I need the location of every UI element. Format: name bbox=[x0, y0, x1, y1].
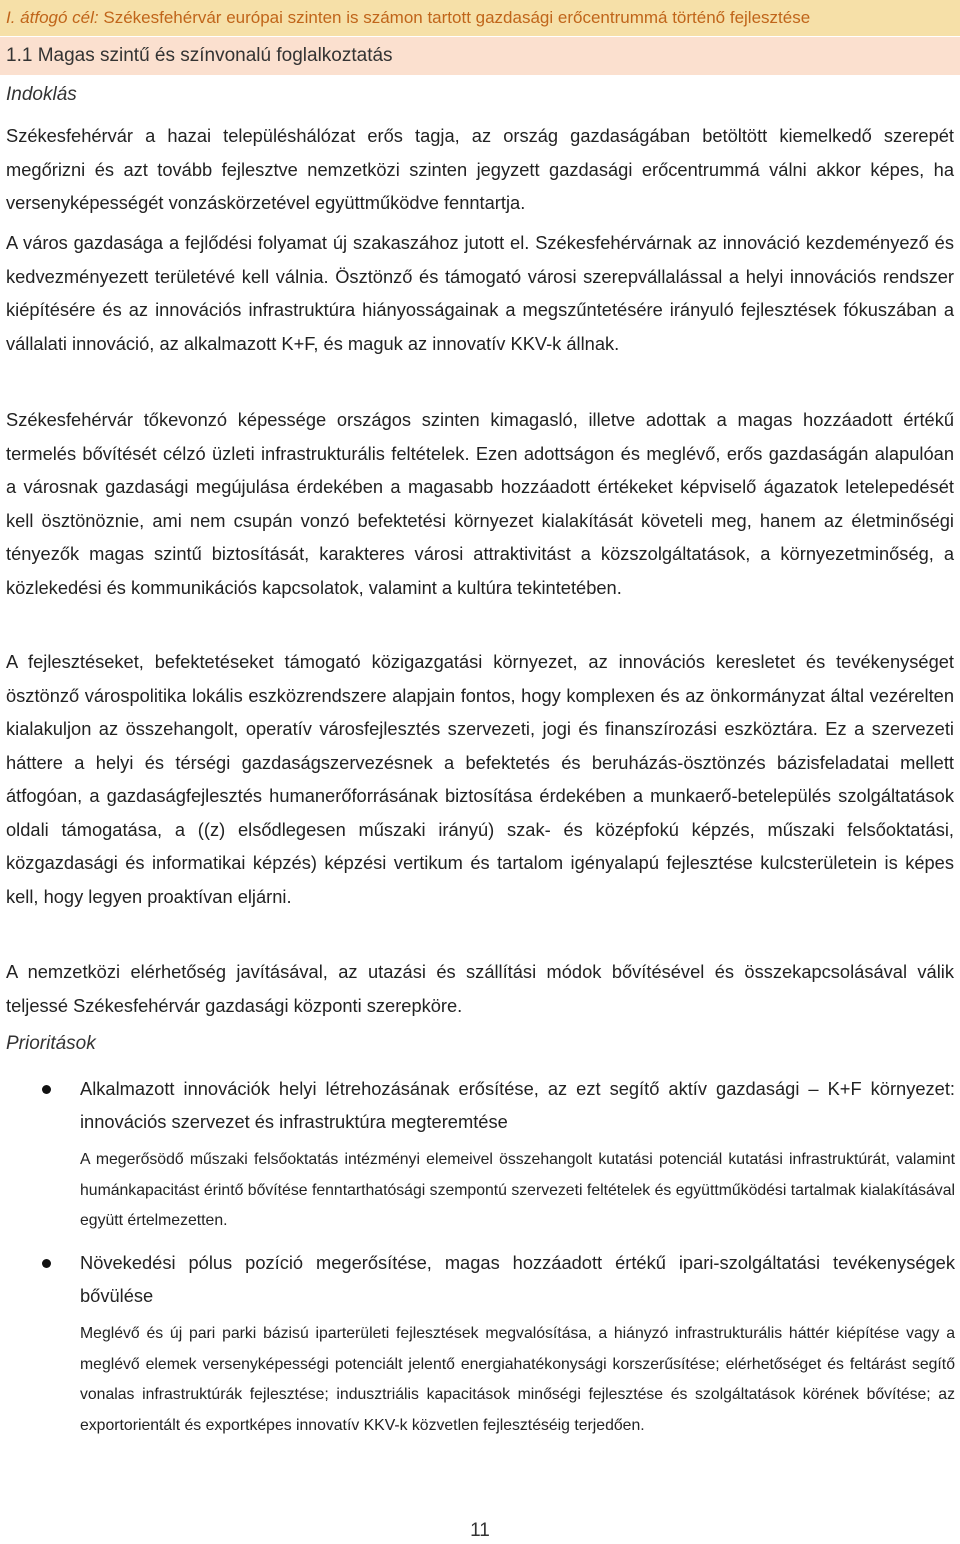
justification-paragraph: Székesfehérvár a hazai településhálózat erős tagja, az ország gazdaságában betöltött kiemelkedő szerepét megőrizni és azt tovább fejlesztve nemzetközi szinten jegyzett gazdasági erőcentrummá válni akkor képes, ha versenyképességét vonzáskörzetével együttműködve fenntartja. bbox=[6, 125, 954, 213]
justification-paragraph: A nemzetközi elérhetőség javításával, az utazási és szállítási módok bővítésével és összekapcsolásával válik teljessé Székesfehérvár gazdasági központi szerepköre. bbox=[6, 961, 954, 1016]
subgoal-title: 1.1 Magas szintű és színvonalú foglalkoztatás bbox=[6, 45, 393, 66]
justification-paragraph: A város gazdasága a fejlődési folyamat új szakaszához jutott el. Székesfehérvárnak az innováció kezdeményező és kedvezményezett területévé kell válnia. Ösztönző és támogató városi szerepvállalással a helyi innovációs rendszer kiépítésére és az innovációs infrastruktúra hiányosságainak a megszűntetésére irányuló fejlesztések fókuszában a vállalati innováció, az alkalmazott K+F, és maguk az innovatív KKV-k állnak. bbox=[6, 232, 954, 354]
goal-title: Székesfehérvár európai szinten is számon tartott gazdasági erőcentrummá történő fejlesztése bbox=[103, 8, 811, 27]
bullet-dot-icon bbox=[42, 1259, 51, 1268]
page-number: 11 bbox=[470, 1520, 490, 1541]
priority-description: Meglévő és új pari parki bázisú iparterületi fejlesztések megvalósítása, a hiányzó infrastrukturális háttér kiépítése vagy a meglévő elemek versenyképességi potenciált jelentő energiahatékonysági korszerűsítése; elérhetőséget és feltárást segítő vonalas infrastruktúrák fejlesztése; indusztriális kapacitások minőségi fejlesztése és szolgáltatások körének bővítése; az exportorientált és exportképes innovatív KKV-k közvetlen fejlesztéséig terjedően. bbox=[80, 1325, 955, 1434]
goal-label: I. átfogó cél: bbox=[6, 8, 99, 27]
justification-paragraph: A fejlesztéseket, befektetéseket támogató közigazgatási környezet, az innovációs keresletet és tevékenységet ösztönző várospolitika lokális eszközrendszere alapjain fontos, hogy komplexen és az önkormányzat által vezérelten kialakuljon az összehangolt, operatív városfejlesztés szervezeti, jogi és finanszírozási eszköztára. Ez a szervezeti háttere a helyi és térségi gazdaságszervezésnek a befektetés és beruházás-ösztönzés bázisfeladatai mellett átfogóan, a gazdaságfejlesztés humanerőforrásának biztosítása érdekében a munkaerő-betelepülés szolgáltatások oldali támogatása, a ((z) elsődlegesen műszaki irányú) szak- és középfokú képzés, műszaki felsőoktatási, közgazdasági és informatikai képzés) képzési vertikum és tartalom igényalapú fejlesztése kulcsterületein is képes kell, hogy legyen proaktívan eljárni. bbox=[6, 651, 954, 907]
priorities-heading: Prioritások bbox=[6, 1033, 96, 1054]
priority-description: A megerősödő műszaki felsőoktatás intézményi elemeivel összehangolt kutatási potenciál kutatási infrastruktúrát, valamint humánkapacitást érintő bővítése fenntarthatósági szempontú szervezeti feltételek és együttműködési tartalmak kialakításával együtt értelmezetten. bbox=[80, 1151, 955, 1230]
subgoal-header-bar bbox=[0, 37, 960, 75]
goal-header-bar bbox=[0, 0, 960, 36]
justification-paragraph: Székesfehérvár tőkevonzó képessége országos szinten kimagasló, illetve adottak a magas hozzáadott értékű termelés bővítését célzó üzleti infrastrukturális feltételek. Ezen adottságon és meglévő, erős gazdaságán alapulóan a városnak gazdasági megújulása érdekében a magasabb hozzáadott értékeket képviselő ágazatok letelepedését kell ösztönöznie, ami nem csupán vonzó befektetési környezet kialakítását követeli meg, hanem az életminőségi tényezők magas szintű biztosítását, karakteres városi attraktivitást a közszolgáltatások, a környezetminőség, a közlekedési és kommunikációs kapcsolatok, valamint a kultúra tekintetében. bbox=[6, 409, 954, 598]
bullet-dot-icon bbox=[42, 1085, 51, 1094]
priority-title: Alkalmazott innovációk helyi létrehozásának erősítése, az ezt segítő aktív gazdasági – K+F környezet: innovációs szervezet és infrastruktúra megteremtése bbox=[80, 1078, 955, 1132]
justification-heading: Indoklás bbox=[6, 84, 77, 105]
priority-title: Növekedési pólus pozíció megerősítése, magas hozzáadott értékű ipari-szolgáltatási tevékenységek bővülése bbox=[80, 1252, 955, 1306]
